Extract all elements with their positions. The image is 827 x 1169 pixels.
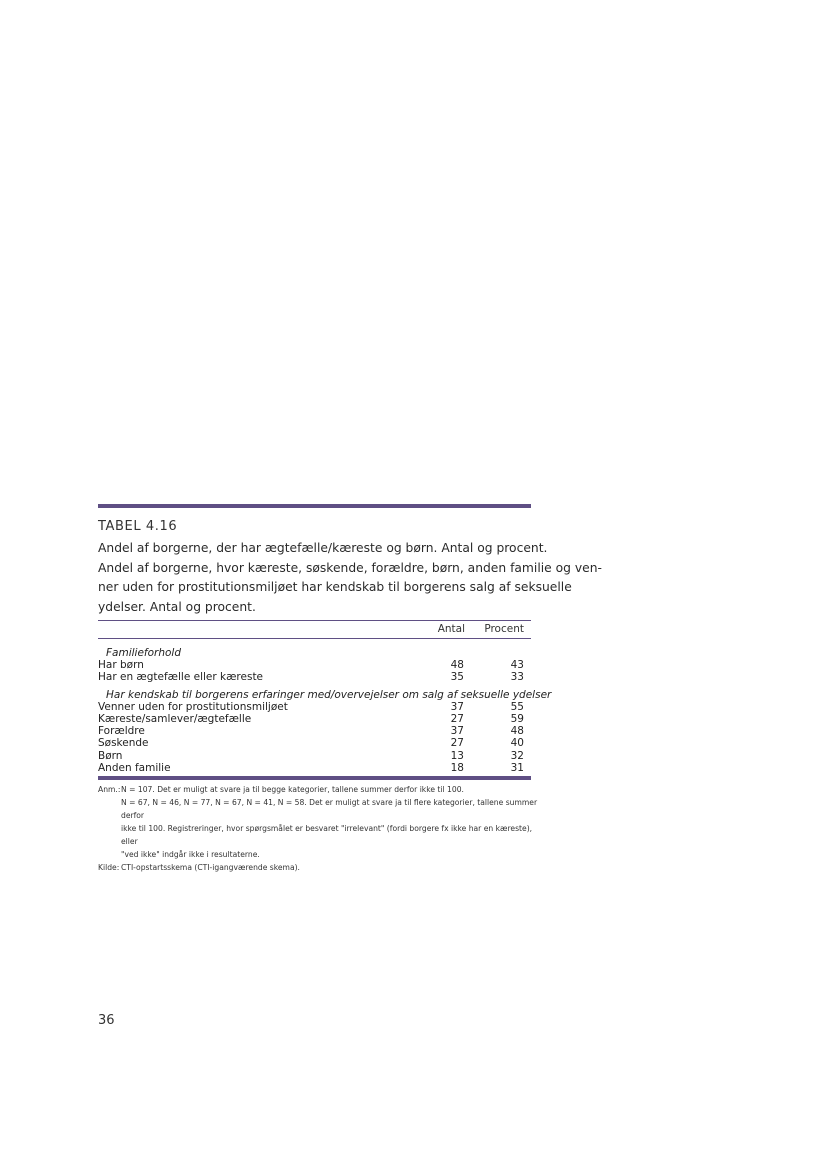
row-label: Forældre <box>98 725 145 738</box>
kilde-key: Kilde: <box>98 863 120 872</box>
row-antal: 35 <box>450 671 464 684</box>
anm-continuation: ikke til 100. Registreringer, hvor spørgsmålet er besvaret "irrelevant" (fordi borgere fx ikke har en kæreste), eller <box>121 824 533 846</box>
row-procent: 48 <box>510 725 524 738</box>
row-antal: 13 <box>450 749 464 762</box>
column-headers <box>98 622 531 636</box>
top-rule <box>98 504 531 508</box>
table-row <box>98 659 531 671</box>
row-procent: 43 <box>510 659 524 672</box>
row-antal: 48 <box>450 659 464 672</box>
row-procent: 32 <box>510 749 524 762</box>
column-header-procent: Procent <box>484 623 524 635</box>
row-label: Anden familie <box>98 761 171 774</box>
table-body <box>98 639 552 774</box>
row-label: Har børn <box>98 659 144 672</box>
group-heading: Har kendskab til borgerens erfaringer med/overvejelser om salg af seksuelle ydelser <box>106 688 552 701</box>
table-row <box>98 713 531 725</box>
caption-line: ner uden for prostitutionsmiljøet har kendskab til borgerens salg af seksuelle <box>98 580 572 594</box>
kilde-note <box>98 861 538 874</box>
bottom-rule <box>98 776 531 780</box>
row-label: Kæreste/samlever/ægtefælle <box>98 712 252 725</box>
row-procent: 40 <box>510 737 524 750</box>
table-row <box>98 671 531 683</box>
group-heading: Familieforhold <box>106 647 182 659</box>
row-label: Børn <box>98 749 123 762</box>
row-antal: 27 <box>450 712 464 725</box>
header-rule-top <box>98 620 531 621</box>
page-number: 36 <box>98 1013 115 1028</box>
table-row <box>98 762 531 774</box>
row-antal: 18 <box>450 761 464 774</box>
row-procent: 33 <box>510 671 524 684</box>
row-label: Har en ægtefælle eller kæreste <box>98 671 264 684</box>
caption-line: Andel af borgerne, der har ægtefælle/kæreste og børn. Antal og procent. <box>98 541 548 555</box>
table-caption <box>98 539 602 617</box>
column-header-antal: Antal <box>437 623 465 635</box>
anm-continuation: N = 67, N = 46, N = 77, N = 67, N = 41, N = 58. Det er muligt at svare ja til flere kategorier, tallene summer derfor <box>121 798 538 820</box>
table-row <box>98 737 531 749</box>
row-antal: 37 <box>450 700 464 713</box>
row-label: Søskende <box>98 737 149 750</box>
anm-continuation: "ved ikke" indgår ikke i resultaterne. <box>121 850 260 859</box>
row-procent: 55 <box>510 700 524 713</box>
table-block <box>98 504 602 780</box>
anm-key: Anm.: <box>98 785 121 794</box>
caption-line: Andel af borgerne, hvor kæreste, søskende, forældre, børn, anden familie og ven- <box>98 560 602 575</box>
anm-text: N = 107. Det er muligt at svare ja til begge kategorier, tallene summer derfor ikke til 100. <box>121 785 464 794</box>
row-label: Venner uden for prostitutionsmiljøet <box>98 700 288 713</box>
row-procent: 59 <box>510 712 524 725</box>
table-row <box>98 701 531 713</box>
kilde-text: CTI-opstartsskema (CTI-igangværende skema). <box>121 863 300 872</box>
row-antal: 27 <box>450 737 464 750</box>
table-row <box>98 750 531 762</box>
anm-note <box>98 783 538 796</box>
table-label: TABEL 4.16 <box>98 519 178 534</box>
table-row <box>98 725 531 737</box>
table-notes <box>98 783 538 874</box>
caption-line: ydelser. Antal og procent. <box>98 599 256 614</box>
row-antal: 37 <box>450 725 464 738</box>
row-procent: 31 <box>510 761 524 774</box>
